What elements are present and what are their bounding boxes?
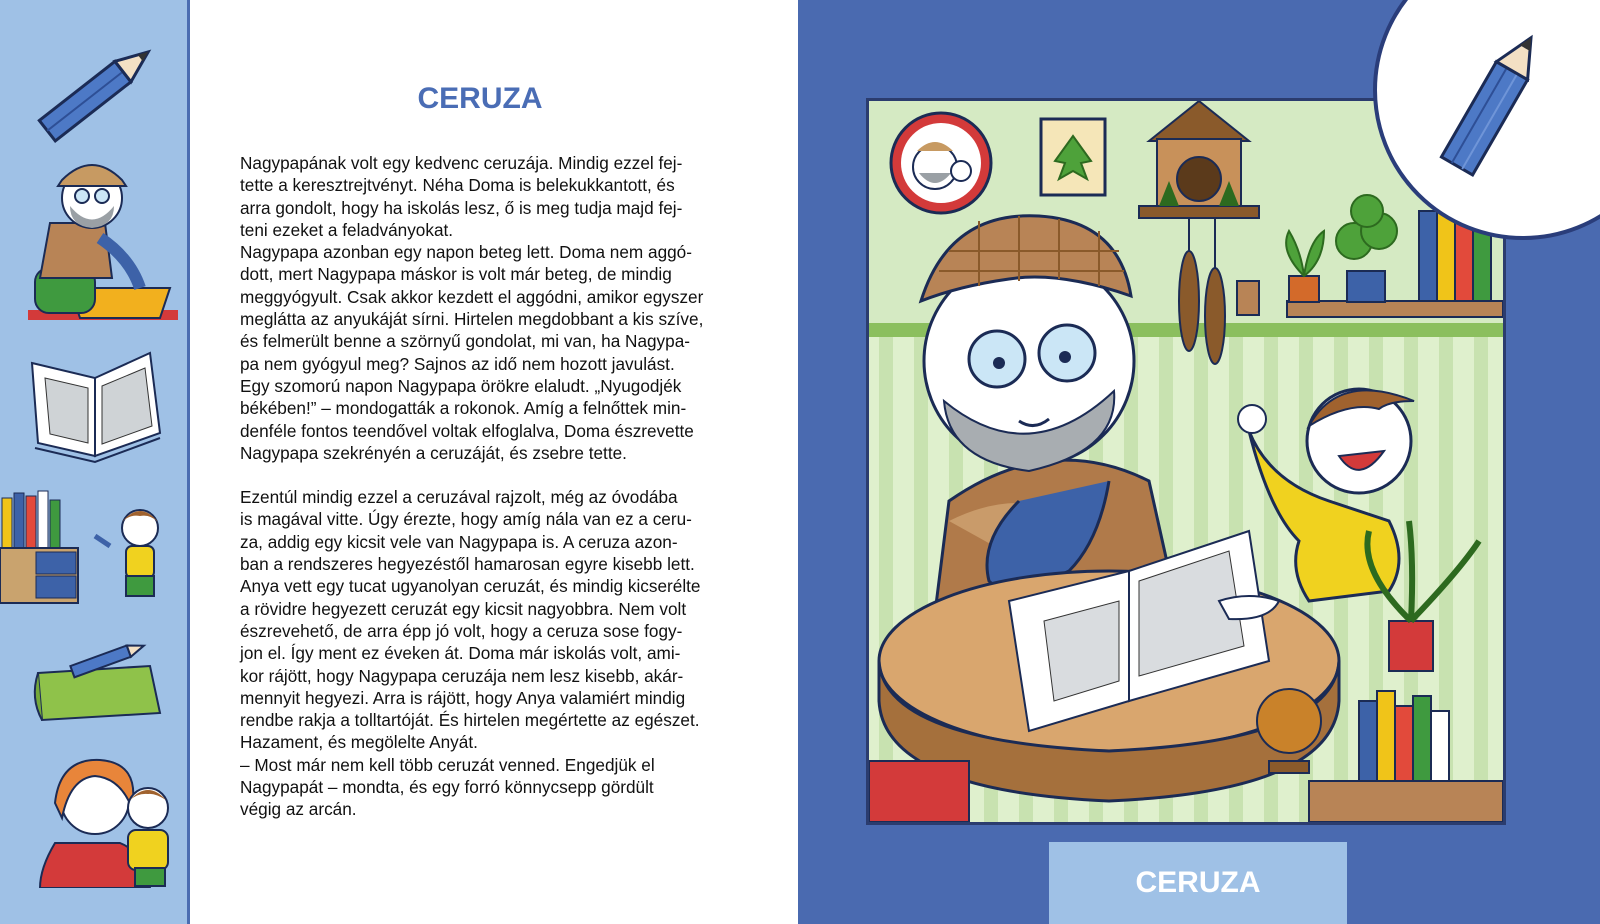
grandpa-icon [0, 138, 186, 328]
text-page [190, 0, 798, 924]
icon-strip [0, 0, 190, 924]
caption-text: CERUZA [1135, 866, 1261, 899]
pencil-badge [1373, 0, 1600, 240]
story-paragraph-1: Nagypapának volt egy kedvenc ceruzája. Mindig ezzel fej- tette a keresztrejtvényt. Néha Doma is belekukkantott, és arra gondolt, hogy ha iskolás lesz, ő is meg tudja majd fej- teni ezeket a feladványokat. Nagypapa azonban egy napon beteg lett. Doma nem aggó- dott, mert Nagypapa máskor is volt már beteg, de mindig meggyógyult. Csak akkor kezdett el aggódni, amikor egyszer meglátta az anyukáját sírni. Hirtelen megdobbant a kis szíve, és felmerült benne a szörnyű gondolat, mi van, ha Nagypa- pa nem gyógyul meg? Sajnos az idő nem hozott javulást. Egy szomorú napon Nagypapa örökre elaludt. „Nyugodjék békében!” – mondogatták a rokonok. Amíg a felnőttek min- denféle fontos teendővel voltak elfoglalva, Doma észrevette Nagypapa szekrényén a ceruzáját, és zsebre tette. [240, 153, 704, 463]
illustration-page [798, 0, 1600, 924]
caption-box [1049, 842, 1347, 924]
story-paragraph-2: Ezentúl mindig ezzel a ceruzával rajzolt, még az óvodába is magával vitte. Úgy érezte, hogy amíg nála van ez a ceru- za, addig egy kicsit vele van Nagypapa is. A ceruza azon- ban a rendszeres hegyezéstől hamarosan egyre kisebb lett. Anya vett egy tucat ugyanolyan ceruzát, és mindig kicserélte a rövidre hegyezett ceruzát egy kicsit nagyobbra. Nem volt észrevehető, de arra épp jó volt, hogy a ceruza sose fogy- jon el. Így ment ez éveken át. Doma már iskolás volt, ami- kor rájött, hogy Nagypapa ceruzája nem lesz kisebb, akár- mennyit hegyezi. Arra is rájött, hogy Anya valamiért mindig rendbe rakja a tolltartóját. És hirtelen megértette az egészet. Hazament, és megölelte Anyát. – Most már nem kell több ceruzát venned. Engedjük el Nagypapát – mondta, és egy forró könnycsepp gördült végig az arcán. [240, 487, 701, 820]
pencil-icon [1377, 0, 1600, 236]
pencil-case-icon [0, 628, 186, 728]
crossword-book-icon [0, 338, 186, 478]
story-title: CERUZA [417, 82, 543, 115]
pencil-icon [0, 40, 186, 150]
mother-hug-icon [0, 738, 186, 888]
story-text [240, 152, 742, 821]
boy-with-pencil-icon [0, 488, 186, 618]
